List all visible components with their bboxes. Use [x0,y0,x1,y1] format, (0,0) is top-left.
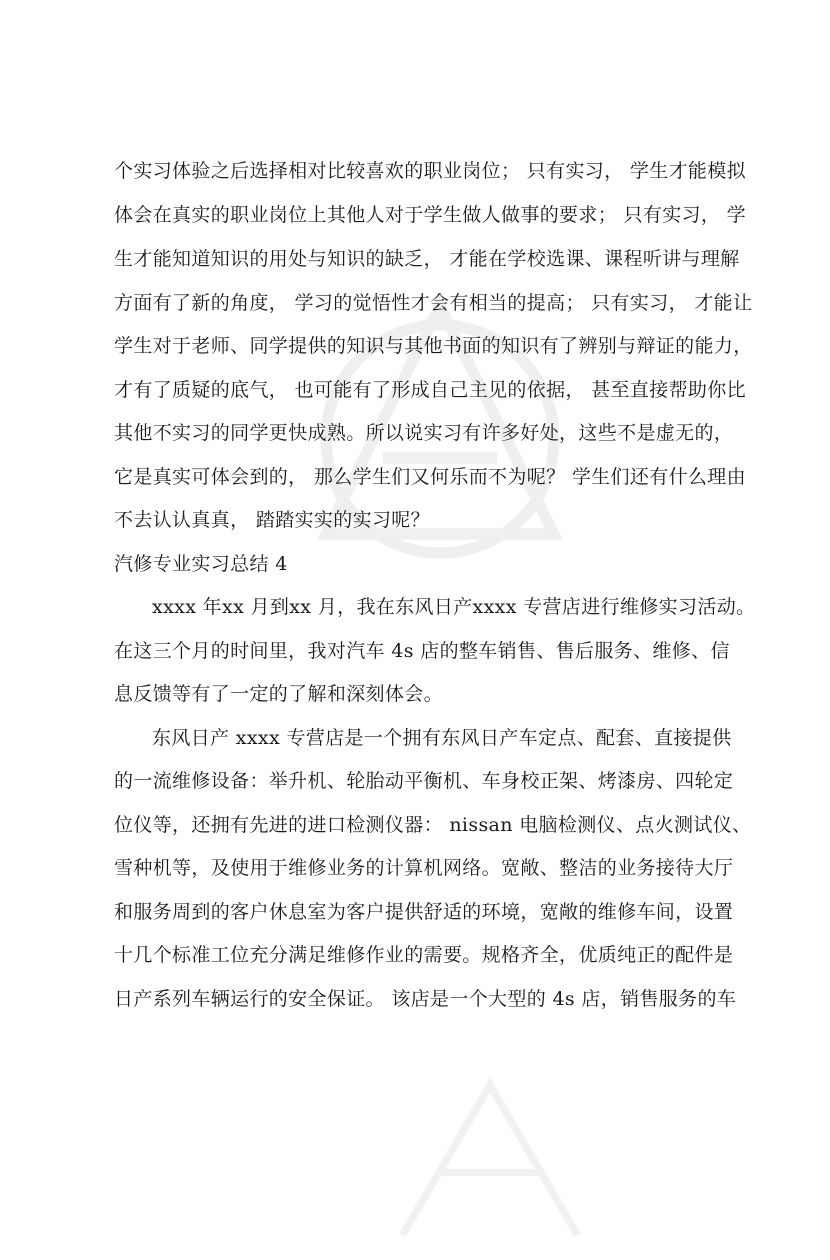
watermark-graphic-bottom [360,1060,620,1260]
body-line-6: 才有了质疑的底气， 也可能有了形成自己主见的依据， 甚至直接帮助你比 [114,379,746,401]
body-line-3: 生才能知道知识的用处与知识的缺乏， 才能在学校选课、课程听讲与理解 [114,248,740,270]
body-line-15: 的一流维修设备：举升机、轮胎动平衡机、车身校正架、烤漆房、四轮定 [114,770,734,792]
body-line-20: 日产系列车辆运行的安全保证。 该店是一个大型的 4s 店，销售服务的车 [114,988,737,1010]
body-line-5: 学生对于老师、同学提供的知识与其他书面的知识有了辨别与辩证的能力， [114,335,753,357]
body-line-9: 不去认认真真， 踏踏实实的实习呢？ [114,509,430,531]
body-line-17: 雪种机等，及使用于维修业务的计算机网络。宽敞、整洁的业务接待大厅 [114,857,734,879]
body-line-12: 在这三个月的时间里，我对汽车 4s 店的整车销售、售后服务、维修、信 [114,640,730,662]
body-line-14: 东风日产 xxxx 专营店是一个拥有东风日产车定点、配套、直接提供 [152,727,732,749]
body-line-8: 它是真实可体会到的， 那么学生们又何乐而不为呢？ 学生们还有什么理由 [114,466,746,488]
body-line-18: 和服务周到的客户休息室为客户提供舒适的环境，宽敞的维修车间，设置 [114,901,734,923]
body-line-1: 个实习体验之后选择相对比较喜欢的职业岗位； 只有实习， 学生才能模拟 [114,160,746,182]
body-line-11: xxxx 年xx 月到xx 月，我在东风日产xxxx 专营店进行维修实习活动。 [152,596,756,618]
body-line-16: 位仪等，还拥有先进的进口检测仪器： nissan 电脑检测仪、点火测试仪、 [114,814,752,836]
body-line-7: 其他不实习的同学更快成熟。所以说实习有许多好处，这些不是虚无的， [114,422,734,444]
body-line-13: 息反馈等有了一定的了解和深刻体会。 [114,683,443,705]
body-line-2: 体会在真实的职业岗位上其他人对于学生做人做事的要求； 只有实习， 学 [114,204,746,226]
section-heading: 汽修专业实习总结 4 [114,553,288,575]
body-line-4: 方面有了新的角度， 学习的觉悟性才会有相当的提高； 只有实习， 才能让 [114,292,753,314]
body-line-19: 十几个标准工位充分满足维修作业的需要。规格齐全，优质纯正的配件是 [114,944,734,966]
